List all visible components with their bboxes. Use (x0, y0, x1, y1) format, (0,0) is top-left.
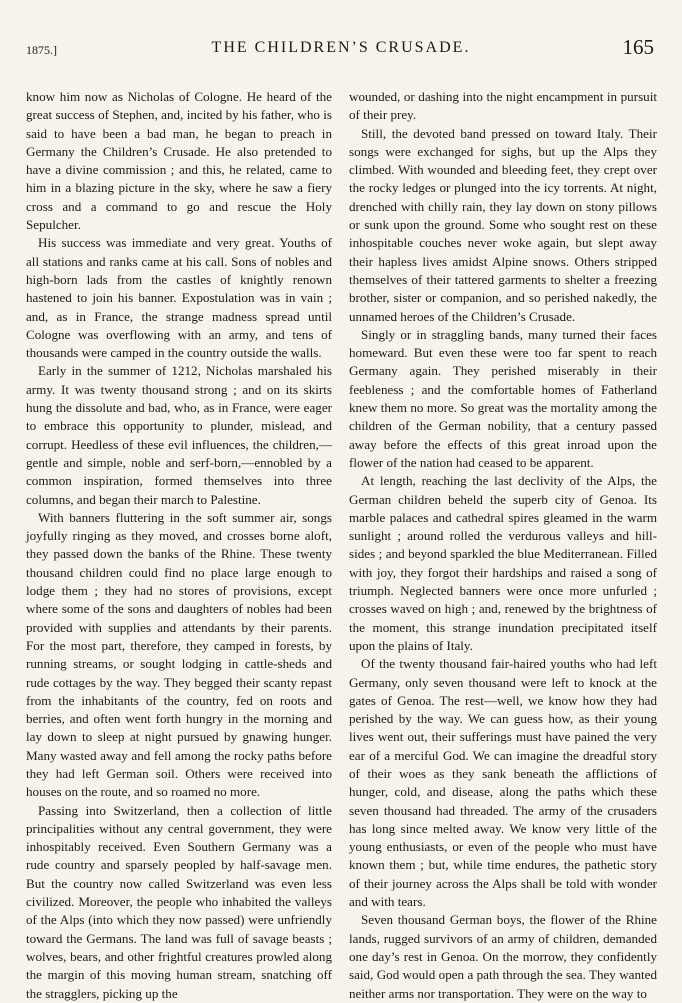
issue-date: 1875.] (26, 43, 57, 57)
paragraph: At length, reaching the last declivity of the Alps, the German children beheld the superb city of Genoa. Its marble palaces and cathedral spires gleamed in the warm sunlight ; around rolled the verdurous valleys and hill-sides ; and beyond sparkled the blue Mediterranean. Filled with joy, they forgot their hardships and raised a song of triumph. Neglected banners were once more unfurled ; crosses waved on high ; and, renewed by the brightness of the moment, this strange inundation precipitated itself upon the plains of Italy. (349, 473, 657, 653)
running-header (0, 35, 682, 65)
paragraph: Singly or in straggling bands, many turned their faces homeward. But even these were too far spent to reach Germany again. They perished miserably in their feebleness ; and the comfortable homes of Fatherland knew them no more. So great was the mortality among the children of the German nobility, that a century passed away before the effects of this great inroad upon the flower of the nation had ceased to be apparent. (349, 326, 657, 470)
page-number: 165 (622, 35, 654, 59)
paragraph: know him now as Nicholas of Cologne. He heard of the great success of Stephen, and, incited by his father, who is said to have been a bad man, he began to preach in Germany the Children’s Crusade. He also pretended to have a divine commission ; and this, he related, came to him in a blazing picture in the sky, where he saw a fiery cross and a command to go and rescue the Holy Sepulcher. (26, 89, 332, 233)
paragraph: wounded, or dashing into the night encampment in pursuit of their prey. (349, 89, 657, 123)
paragraph: Still, the devoted band pressed on toward Italy. Their songs were exchanged for sighs, but up the Alps they climbed. With wounded and bleeding feet, they crept over the rocky ledges or plunged into the icy torrents. At night, drenched with chilly rain, they lay down on stony pillows or sunk upon the ground. Some who sought rest on these inhospitable couches never woke again, but slept away their hapless lives amidst Alpine snows. Others stripped themselves of their tattered garments to shelter a freezing brother, sister or companion, and so perished nakedly, the unnamed heroes of the Children’s Crusade. (349, 125, 657, 324)
paragraph: Early in the summer of 1212, Nicholas marshaled his army. It was twenty thousand strong ; and on its skirts hung the dissolute and bad, who, as in France, were eager to embrace this opportunity to plunder, mislead, and corrupt. Heedless of these evil influences, the children,—gentle and simple, noble and serf-born,—ennobled by a common inspiration, formed themselves into three columns, and began their march to Palestine. (26, 363, 332, 507)
running-title: THE CHILDREN’S CRUSADE. (211, 39, 471, 56)
left-column (26, 88, 332, 1003)
paragraph: Seven thousand German boys, the flower of the Rhine lands, rugged survivors of an army of children, demanded one day’s rest in Genoa. On the morrow, they confidently said, God would open a path through the sea. They wanted neither arms nor transportation. They were on the way to (349, 912, 657, 1001)
paragraph: Passing into Switzerland, then a collection of little principalities without any central government, they were inhospitably received. Even Southern Germany was a rude country and sparsely peopled by half-savage men. But the country now called Switzerland was even less civilized. Moreover, the people who inhabited the valleys of the Alps (into which they now passed) were unfriendly toward the Germans. The land was full of savage beasts ; wolves, bears, and other frightful creatures prowled along the margin of this moving human stream, snatching off the stragglers, picking up the (26, 802, 332, 1001)
paragraph: Of the twenty thousand fair-haired youths who had left Germany, only seven thousand were left to knock at the gates of Genoa. The rest—well, we know how they had perished by the way. We can guess how, as their young lives went out, their sufferings must have pained the very ear of a merciful God. We can imagine the dreadful story of their woes as they sank beneath the afflictions of hunger, cold, and disease, along the paths which these seven thousand had threaded. The army of the crusaders has long since melted away. We know very little of the young enthusiasts, or even of the people who must have known them ; but, while time endures, the pathetic story of their journey across the Alps shall be told with wonder and with tears. (349, 656, 657, 910)
paragraph: With banners fluttering in the soft summer air, songs joyfully ringing as they moved, and crosses borne aloft, they passed down the banks of the Rhine. These twenty thousand children could find no place large enough to lodge them ; they had no stores of provisions, except where some of the sons and daughters of nobles had been provided with supplies and attendants by their parents. For the most part, therefore, they camped in forests, by running streams, or sought lodging in cattle-sheds and rude cottages by the way. They begged their scanty repast from the inhabitants of the country, fed on roots and berries, and often went forth hungry in the morning and lay down to sleep at night pursued by gnawing hunger. Many wasted away and fell among the rocky paths before they had left German soil. Others were received into houses on the route, and so roamed no more. (26, 509, 332, 800)
right-column (349, 88, 657, 1003)
paragraph: His success was immediate and very great. Youths of all stations and ranks came at his call. Sons of nobles and high-born lads from the castles of knightly renown hastened to join his banner. Expostulation was in vain ; and, as in France, the strange madness spread until Cologne was overflowing with an army, and tens of thousands were camped in the country outside the walls. (26, 235, 332, 361)
